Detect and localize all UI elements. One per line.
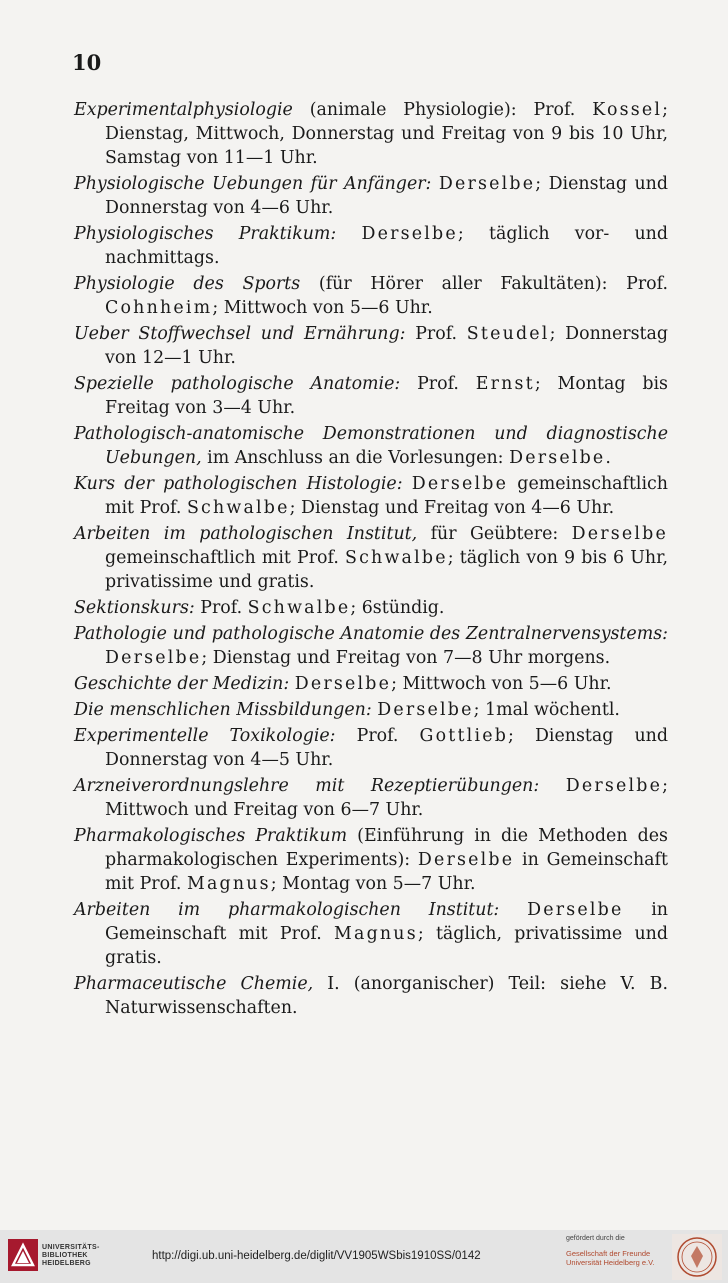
course-details: I. (anorganischer) Teil: siehe V. B. Naturwissenschaften.	[105, 974, 668, 1018]
course-entry	[74, 322, 668, 370]
lecturer-name: Derselbe	[411, 474, 509, 494]
course-details: (animale Physiologie): Prof.	[292, 100, 593, 120]
course-details: in Gemeinschaft mit Prof.	[105, 900, 668, 944]
course-details: ; Mittwoch von 5—6 Uhr.	[391, 674, 612, 694]
permalink-url[interactable]: http://digi.ub.uni-heidelberg.de/diglit/VV1905WSbis1910SS/0142	[152, 1250, 481, 1262]
course-details: Prof.	[400, 374, 476, 394]
course-title: Pharmaceutische Chemie,	[74, 974, 314, 994]
course-details: in Gemeinschaft mit Prof.	[105, 850, 668, 894]
course-title: Die menschlichen Missbildungen:	[74, 700, 372, 720]
course-entry	[74, 698, 668, 722]
lecturer-name: Schwalbe	[345, 548, 448, 568]
course-details: Prof.	[194, 598, 248, 618]
lecturer-name: Magnus	[334, 924, 418, 944]
course-entry	[74, 372, 668, 420]
course-details: für Geübtere:	[417, 524, 572, 544]
course-title: Spezielle pathologische Anatomie:	[74, 374, 401, 394]
lecturer-name: Derselbe	[417, 850, 515, 870]
course-title: Physiologie des Sports	[74, 274, 301, 294]
course-details: ; 6stündig.	[350, 598, 445, 618]
course-entry	[74, 824, 668, 896]
course-entry	[74, 972, 668, 1020]
course-details: ; täglich von 9 bis 6 Uhr, privatissime und gratis.	[105, 548, 668, 592]
course-details: gemeinschaftlich mit Prof.	[105, 474, 668, 518]
course-details	[431, 174, 438, 194]
lecturer-name: Magnus	[186, 874, 271, 894]
lecturer-name: Derselbe	[105, 648, 202, 668]
course-title: Arbeiten im pathologischen Institut,	[74, 524, 418, 544]
lecturer-name: Ernst	[475, 374, 535, 394]
course-details	[403, 474, 412, 494]
sponsor-name-line: Universität Heidelberg e.V.	[566, 1258, 655, 1267]
course-entry	[74, 472, 668, 520]
course-details: ; Mittwoch von 5—6 Uhr.	[212, 298, 433, 318]
course-entry	[74, 724, 668, 772]
ub-heidelberg-logo-icon	[8, 1239, 38, 1271]
course-entry	[74, 672, 668, 696]
course-entry	[74, 422, 668, 470]
course-entry	[74, 622, 668, 670]
lecturer-name: Cohnheim	[105, 298, 213, 318]
sponsor-name-line: Gesellschaft der Freunde	[566, 1249, 651, 1258]
lecturer-name: Kossel	[592, 100, 663, 120]
lecturer-name: Derselbe	[377, 700, 474, 720]
course-details: ; Dienstag und Donnerstag von 4—6 Uhr.	[105, 174, 668, 218]
course-title: Pathologie und pathologische Anatomie des Zentralnervensystems:	[74, 624, 668, 644]
course-details: ; Mittwoch und Freitag von 6—7 Uhr.	[105, 776, 668, 820]
sponsor-name	[566, 1249, 655, 1267]
course-list	[74, 98, 668, 1022]
course-details: im Anschluss an die Vorlesungen:	[201, 448, 510, 468]
lecturer-name: Derselbe	[565, 776, 663, 796]
lecturer-name: Schwalbe	[186, 498, 290, 518]
course-details: ; Dienstag und Donnerstag von 4—5 Uhr.	[105, 726, 669, 770]
course-details: gemeinschaftlich mit Prof.	[105, 548, 345, 568]
library-name-line: UNIVERSITÄTS-	[42, 1244, 100, 1251]
course-details: ; Montag von 5—7 Uhr.	[270, 874, 476, 894]
course-entry	[74, 222, 668, 270]
lecturer-name: Steudel	[466, 324, 550, 344]
course-title: Pathologisch-anatomische Demonstrationen und diagnostische Uebungen,	[74, 424, 668, 468]
library-name-line: HEIDELBERG	[42, 1260, 91, 1267]
lecturer-name: Derselbe	[509, 448, 606, 468]
course-title: Arbeiten im pharmakologischen Institut:	[74, 900, 500, 920]
lecturer-name: Derselbe	[361, 224, 458, 244]
course-details	[499, 900, 527, 920]
course-title: Experimentalphysiologie	[74, 100, 293, 120]
course-title: Geschichte der Medizin:	[74, 674, 290, 694]
course-details: ; Dienstag, Mittwoch, Donnerstag und Freitag von 9 bis 10 Uhr, Samstag von 11—1 Uhr.	[105, 100, 668, 168]
lecturer-name: Derselbe	[294, 674, 392, 694]
course-title: Sektionskurs:	[74, 598, 195, 618]
library-name	[42, 1244, 100, 1268]
course-entry	[74, 898, 668, 970]
page-number: 10	[72, 50, 102, 75]
course-title: Kurs der pathologischen Histologie:	[74, 474, 403, 494]
course-details: ; täglich, privatissime und gratis.	[105, 924, 668, 968]
course-details	[336, 224, 361, 244]
course-details: (Einführung in die Methoden des pharmakologischen Experiments):	[105, 826, 668, 870]
course-details	[539, 776, 566, 796]
course-title: Physiologisches Praktikum:	[74, 224, 337, 244]
lecturer-name: Derselbe	[571, 524, 668, 544]
course-title: Experimentelle Toxikologie:	[74, 726, 336, 746]
lecturer-name: Gottlieb	[419, 726, 509, 746]
course-details: .	[605, 448, 611, 468]
course-entry	[74, 522, 668, 594]
lecturer-name: Derselbe	[438, 174, 536, 194]
lecturer-name: Derselbe	[527, 900, 624, 920]
sponsor-caption: gefördert durch die	[566, 1235, 625, 1242]
lecturer-name: Schwalbe	[247, 598, 351, 618]
course-details: ; täglich vor- und nachmittags.	[105, 224, 668, 268]
course-entry	[74, 172, 668, 220]
course-details: (für Hörer aller Fakultäten): Prof.	[300, 274, 669, 294]
course-title: Ueber Stoffwechsel und Ernährung:	[74, 324, 406, 344]
course-details: Prof.	[405, 324, 467, 344]
course-entry	[74, 272, 668, 320]
course-details: Prof.	[335, 726, 420, 746]
course-details: ; Donnerstag von 12—1 Uhr.	[105, 324, 668, 368]
course-title: Pharmakologisches Praktikum	[74, 826, 348, 846]
course-entry	[74, 98, 668, 170]
viewer-footer	[0, 1230, 728, 1283]
course-details: ; 1mal wöchentl.	[473, 700, 620, 720]
course-entry	[74, 596, 668, 620]
course-title: Physiologische Uebungen für Anfänger:	[74, 174, 432, 194]
course-details: ; Dienstag und Freitag von 7—8 Uhr morgens.	[201, 648, 611, 668]
university-seal-icon	[672, 1234, 722, 1280]
course-details: ; Dienstag und Freitag von 4—6 Uhr.	[289, 498, 615, 518]
course-entry	[74, 774, 668, 822]
library-name-line: BIBLIOTHEK	[42, 1252, 88, 1259]
course-details: ; Montag bis Freitag von 3—4 Uhr.	[105, 374, 668, 418]
course-title: Arzneiverordnungslehre mit Rezeptierübungen:	[74, 776, 540, 796]
